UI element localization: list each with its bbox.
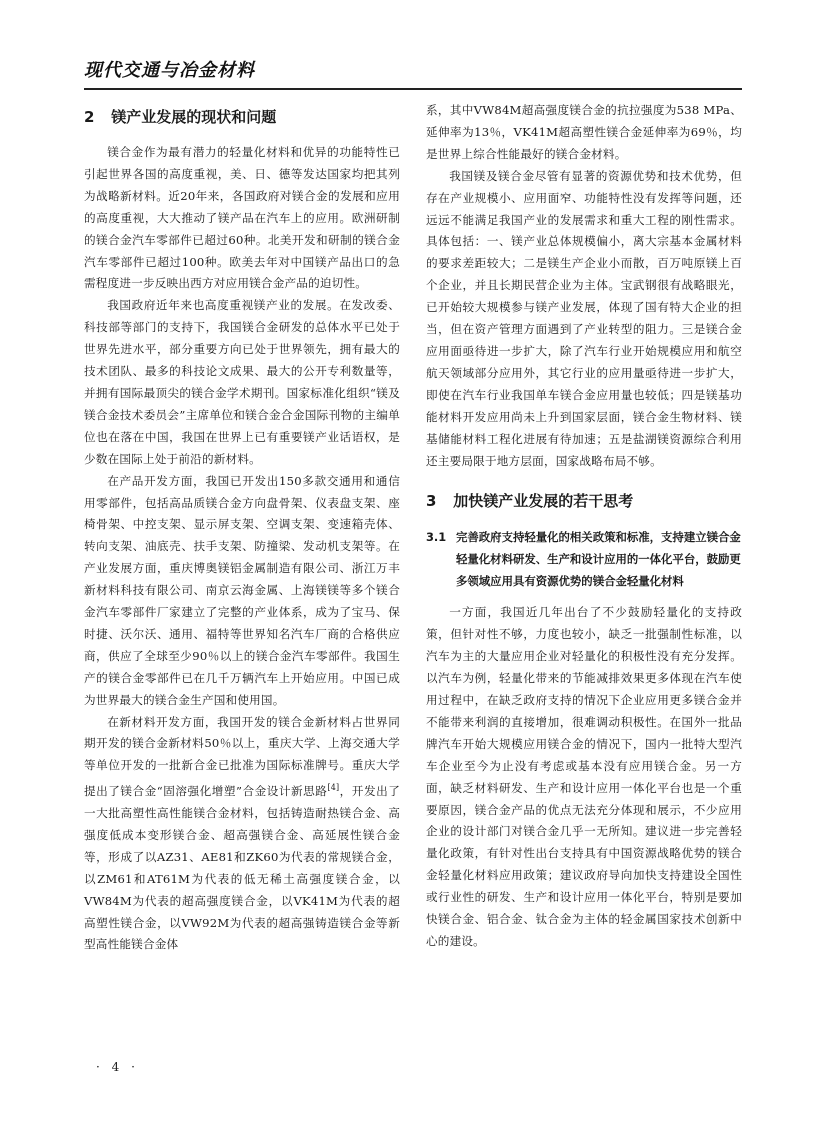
subsection-number: 3.1 (426, 530, 447, 545)
section-2-heading (84, 106, 400, 128)
citation: [4] (327, 783, 340, 793)
subsection-title: 完善政府支持轻量化的相关政策和标准，支持建立镁合金轻量化材料研发、生产和设计应用的一体化平台，鼓励更多领域应用具有资源优势的镁合金轻量化材料 (456, 530, 741, 589)
paragraph: 我国镁及镁合金尽管有显著的资源优势和技术优势，但存在产业规模小、应用面窄、功能特性没有发挥等问题，还远远不能满足我国产业的发展需求和重大工程的刚性需求。具体包括：一、镁产业总体规模偏小，离大宗基本金属材料的要求差距较大；二是镁生产企业小而散，百万吨原镁上百个企业，并且长期民营企业为主体。宝武钢很有战略眼光，已开始较大规模参与镁产业发展，体现了国有特大企业的担当，但在资产管理方面遇到了产业转型的阻力。三是镁合金应用面亟待进一步扩大，除了汽车行业开始规模应用和航空航天领域部分应用外，其它行业的应用量亟待进一步扩大，即使在汽车行业我国单车镁合金应用量也较低；四是镁基功能材料开发应用尚未上升到国家层面，镁合金生物材料、镁基储能材料工程化进展有待加速；五是盐湖镁资源综合利用还主要局限于地方层面，国家战略布局不够。 (426, 168, 742, 468)
right-column (426, 100, 742, 953)
subsection-heading (426, 526, 742, 592)
paragraph: 在产品开发方面，我国已开发出150多款交通用和通信用零部件，包括高品质镁合金方向盘骨架、仪表盘支架、座椅骨架、中控支架、显示屏支架、空调支架、变速箱壳体、转向支架、油底壳、扶手支架、防撞梁、发动机支架等。在产业发展方面，重庆博奥镁铝金属制造有限公司、浙江万丰新材料科技有限公司、南京云海金属、上海镁镁等多个镁合金汽车零部件厂家建立了完整的产业体系，成为了宝马、保时捷、沃尔沃、通用、福特等世界知名汽车厂商的合格供应商，供应了全球至少90％以上的镁合金汽车零部件。我国生产的镁合金零部件已在几千万辆汽车上开始应用。中国已成为世界最大的镁合金生产国和使用国。 (84, 473, 400, 707)
paragraph-text: 在新材料开发方面，我国开发的镁合金新材料占世界同期开发的镁合金新材料50％以上，重庆大学、上海交通大学等单位开发的一批新合金已批准为国际标准牌号。重庆大学提出了镁合金“固溶强化增塑”合金设计新思路 (84, 714, 400, 799)
paragraph-continued: 系，其中VW84M超高强度镁合金的抗拉强度为538 MPa、延伸率为13％，VK41M超高塑性镁合金延伸率为69％，均是世界上综合性能最好的镁合金材料。 (426, 103, 742, 161)
paragraph: 一方面，我国近几年出台了不少鼓励轻量化的支持政策，但针对性不够，力度也较小，缺乏一批强制性标准，以汽车为主的大量应用企业对轻量化的积极性没有充分发挥。以汽车为例，轻量化带来的节能减排效果更多体现在汽车使用过程中，在缺乏政府支持的情况下企业应用更多镁合金并不能带来利润的直接增加，很难调动积极性。在国外一批品牌汽车开始大规模应用镁合金的情况下，国内一批特大型汽车企业至今为止没有考虑或基本没有应用镁合金。另一方面，缺乏材料研发、生产和设计应用一体化平台也是一个重要原因，镁合金产品的优点无法充分体现和展示，不少应用企业的设计部门对镁合金几乎一无所知。建议进一步完善轻量化政策，有针对性出台支持具有中国资源战略优势的镁合金轻量化材料应用政策；建议政府导向加快支持建设全国性或行业性的研发、生产和设计应用一体化平台，特别是要加快镁合金、铝合金、钛合金为主体的轻金属国家技术创新中心的建设。 (426, 605, 742, 948)
section-number: 3 (426, 492, 437, 511)
section-title: 镁产业发展的现状和问题 (111, 108, 277, 126)
left-column (84, 100, 400, 956)
section-title: 加快镁产业发展的若干思考 (453, 492, 634, 511)
paragraph-text: ，开发出了一大批高塑性高性能镁合金材料，包括铸造耐热镁合金、高强度低成本变形镁合金、超高强镁合金、高延展性镁合金等，形成了以AZ31、AE81和ZK60为代表的常规镁合金，以ZM61和AT61M为代表的低无稀土高强度镁合金，以VW84M为代表的超高强度镁合金，以VK41M为代表的超高塑性镁合金，以VW92M为代表的超高强铸造镁合金等新型高性能镁合金体 (84, 784, 400, 952)
paragraph: 我国政府近年来也高度重视镁产业的发展。在发改委、科技部等部门的支持下，我国镁合金研发的总体水平已处于世界先进水平，部分重要方向已处于世界领先，拥有最大的技术团队、最多的科技论文成果、最大的公开专利数量等，并拥有国际最顶尖的镁合金学术期刊。国家标准化组织“镁及镁合金技术委员会”主席单位和镁合金合金国际刊物的主编单位也在落在中国，我国在世界上已有重要镁产业话语权，是少数在国际上处于前沿的新材料。 (84, 298, 400, 466)
section-3-heading (426, 490, 742, 512)
journal-title: 现代交通与冶金材料 (84, 60, 255, 81)
paragraph (84, 712, 400, 957)
paragraph: 镁合金作为最有潜力的轻量化材料和优异的功能特性已引起世界各国的高度重视，美、日、德等发达国家均把其列为战略新材料。近20年来，各国政府对镁合金的发展和应用的高度重视，大大推动了镁产品在汽车上的应用。欧洲研制的镁合金汽车零部件已超过60种。北美开发和研制的镁合金汽车零部件已超过100种。欧美去年对中国镁产品出口的急需程度进一步反映出西方对应用镁合金产品的迫切性。 (84, 145, 400, 291)
page-number: · 4 · (96, 1060, 139, 1074)
section-number: 2 (84, 108, 95, 126)
header-rule (84, 88, 742, 90)
